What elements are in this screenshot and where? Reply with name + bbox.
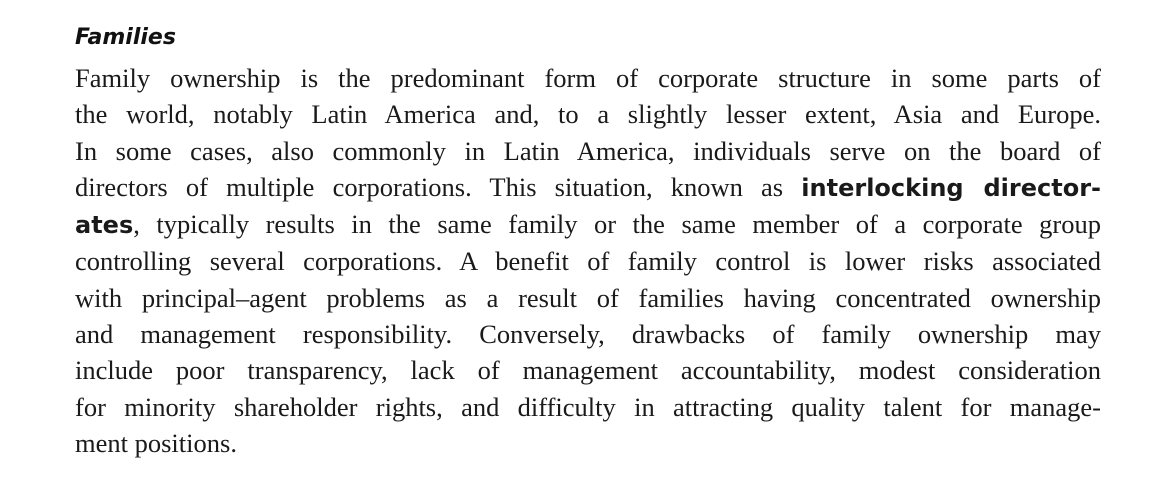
paragraph-line-3: In some cases, also commonly in Latin America, individuals serve on the board of: [75, 135, 1101, 166]
paragraph-line-6: controlling several corporations. A benefit of family control is lower risks associated: [75, 246, 1101, 277]
document-page: [75, 24, 1101, 461]
paragraph-line-4-text: directors of multiple corporations. This situation, known as: [75, 171, 784, 202]
paragraph-line-9: include poor transparency, lack of management accountability, modest consideration: [75, 355, 1101, 386]
body-paragraph: [75, 60, 1101, 461]
paragraph-line-5: [75, 206, 1101, 243]
paragraph-line-2: the world, notably Latin America and, to a slightly lesser extent, Asia and Europe.: [75, 99, 1101, 130]
paragraph-line-10: for minority shareholder rights, and difficulty in attracting quality talent for manage-: [75, 391, 1101, 422]
paragraph-line-8: and management responsibility. Conversely, drawbacks of family ownership may: [75, 319, 1101, 350]
key-term-interlocking: interlocking director-: [801, 173, 1101, 202]
paragraph-line-1: Family ownership is the predominant form of corporate structure in some parts of: [75, 63, 1101, 93]
key-term-ates: ates: [75, 211, 134, 240]
paragraph-line-4: [75, 169, 1101, 206]
section-heading: Families: [75, 25, 176, 50]
paragraph-line-11: ment positions.: [75, 427, 237, 458]
paragraph-line-5-text: , typically results in the same family or the same member of a corporate group: [133, 209, 1101, 240]
paragraph-line-7: with principal–agent problems as a result of families having concentrated ownership: [75, 282, 1101, 313]
